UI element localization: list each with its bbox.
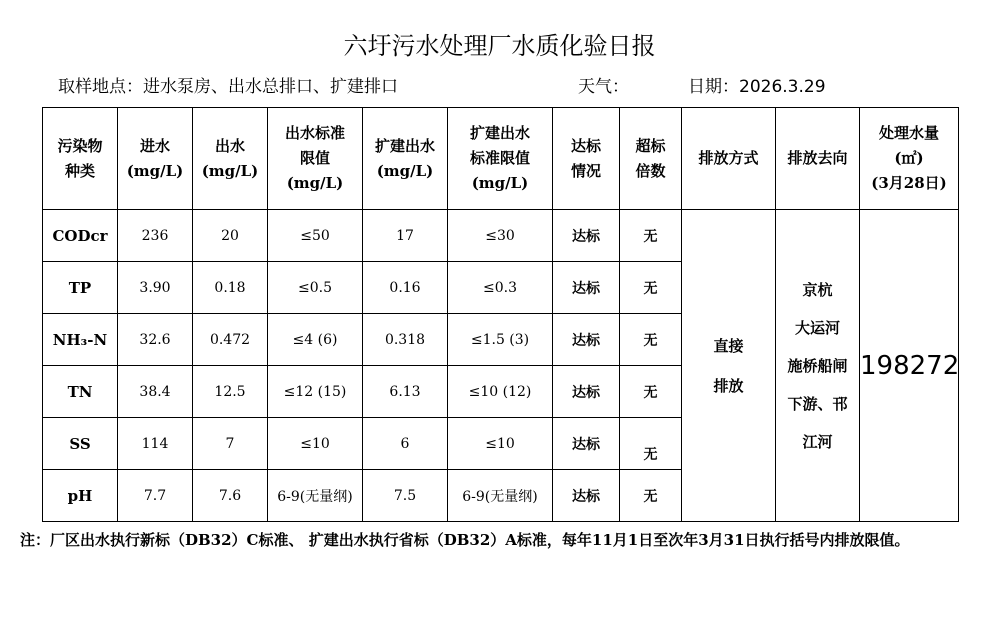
discharge-destination: 京杭 大运河 施桥船闸 下游、邗 江河 (776, 210, 860, 522)
expansion-effluent-value: 17 (363, 210, 448, 262)
pollutant-name: pH (43, 470, 118, 522)
table-row (43, 210, 959, 262)
header-effluent: 出水 (mg/L) (193, 108, 268, 210)
influent-value: 32.6 (118, 314, 193, 366)
expansion-limit: 6-9(无量纲) (448, 470, 553, 522)
expansion-limit: ≤10 (12) (448, 366, 553, 418)
pollutant-name: NH₃-N (43, 314, 118, 366)
pollutant-name: TN (43, 366, 118, 418)
influent-value: 236 (118, 210, 193, 262)
effluent-value: 0.18 (193, 262, 268, 314)
effluent-value: 0.472 (193, 314, 268, 366)
exceed-multiple: 无 (620, 314, 682, 366)
expansion-limit: ≤1.5 (3) (448, 314, 553, 366)
pollutant-name: CODcr (43, 210, 118, 262)
compliance-status: 达标 (553, 418, 620, 470)
expansion-limit: ≤0.3 (448, 262, 553, 314)
compliance-status: 达标 (553, 314, 620, 366)
header-influent: 进水 (mg/L) (118, 108, 193, 210)
exceed-multiple: 无 (620, 366, 682, 418)
header-effluent-limit: 出水标准 限值 (mg/L) (268, 108, 363, 210)
effluent-limit: ≤50 (268, 210, 363, 262)
compliance-status: 达标 (553, 262, 620, 314)
compliance-status: 达标 (553, 210, 620, 262)
header-discharge-method: 排放方式 (682, 108, 776, 210)
header-exceed-multiple: 超标 倍数 (620, 108, 682, 210)
report-title: 六圩污水处理厂水质化验日报 (343, 32, 656, 60)
header-compliance: 达标 情况 (553, 108, 620, 210)
compliance-status: 达标 (553, 470, 620, 522)
effluent-limit: ≤10 (268, 418, 363, 470)
effluent-value: 12.5 (193, 366, 268, 418)
effluent-value: 20 (193, 210, 268, 262)
header-discharge-destination: 排放去向 (776, 108, 860, 210)
compliance-status: 达标 (553, 366, 620, 418)
expansion-effluent-value: 7.5 (363, 470, 448, 522)
header-expansion-effluent: 扩建出水 (mg/L) (363, 108, 448, 210)
influent-value: 114 (118, 418, 193, 470)
exceed-multiple: 无 (620, 210, 682, 262)
exceed-multiple: 无 (620, 418, 682, 470)
influent-value: 38.4 (118, 366, 193, 418)
sampling-location: 取样地点：进水泵房、出水总排口、扩建排口 (58, 77, 398, 97)
pollutant-name: SS (43, 418, 118, 470)
expansion-effluent-value: 0.318 (363, 314, 448, 366)
header-expansion-limit: 扩建出水 标准限值 (mg/L) (448, 108, 553, 210)
influent-value: 7.7 (118, 470, 193, 522)
influent-value: 3.90 (118, 262, 193, 314)
expansion-effluent-value: 6.13 (363, 366, 448, 418)
effluent-limit: ≤0.5 (268, 262, 363, 314)
weather-label: 天气： (578, 77, 629, 97)
effluent-value: 7 (193, 418, 268, 470)
footnote: 注：厂区出水执行新标（DB32）C标准、 扩建出水执行省标（DB32）A标准，每年11月1日至次年3月31日执行括号内排放限值。 (20, 531, 910, 549)
expansion-limit: ≤10 (448, 418, 553, 470)
exceed-multiple: 无 (620, 470, 682, 522)
water-quality-table (42, 107, 959, 522)
pollutant-name: TP (43, 262, 118, 314)
exceed-multiple: 无 (620, 262, 682, 314)
header-pollutant: 污染物 种类 (43, 108, 118, 210)
expansion-effluent-value: 0.16 (363, 262, 448, 314)
discharge-method: 直接 排放 (682, 210, 776, 522)
effluent-limit: 6-9(无量纲) (268, 470, 363, 522)
effluent-limit: ≤12 (15) (268, 366, 363, 418)
report-date: 日期：2026.3.29 (688, 77, 826, 97)
treated-volume: 198272 (860, 210, 959, 522)
expansion-effluent-value: 6 (363, 418, 448, 470)
expansion-limit: ≤30 (448, 210, 553, 262)
header-treated-volume: 处理水量 (㎡) (3月28日) (860, 108, 959, 210)
effluent-limit: ≤4 (6) (268, 314, 363, 366)
effluent-value: 7.6 (193, 470, 268, 522)
